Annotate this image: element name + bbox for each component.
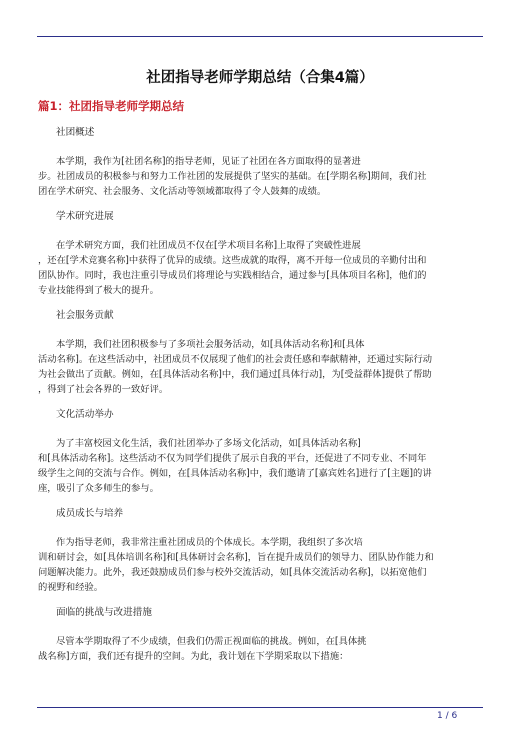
- section-heading: 社会服务贡献: [56, 310, 114, 321]
- paragraph-line: 的视野和经验。: [38, 582, 104, 593]
- paragraph-line: 本学期，我们社团积极参与了多项社会服务活动，如[具体活动名称]和[具体: [56, 339, 365, 350]
- paragraph-line: 步。社团成员的积极参与和努力工作社团的发展提供了坚实的基础。在[学期名称]期间，我们社: [38, 171, 427, 182]
- paragraph-line: 为社会做出了贡献。例如，在[具体活动名称]中，我们通过[具体行动]，为[受益群体]提供了帮助: [38, 369, 432, 380]
- paragraph-line: 团在学术研究、社会服务、文化活动等领域都取得了令人鼓舞的成绩。: [38, 186, 327, 197]
- paragraph-line: 为了丰富校园文化生活，我们社团举办了多场文化活动，如[具体活动名称]: [56, 438, 361, 449]
- document-body: [38, 127, 484, 676]
- footer-rule: [37, 707, 483, 708]
- paragraph: [38, 238, 484, 298]
- paragraph-line: ，得到了社会各界的一致好评。: [38, 384, 169, 395]
- paragraph: [38, 436, 484, 496]
- section-title: 篇1：社团指导老师学期总结: [38, 99, 185, 113]
- paragraph-line: 训和研讨会，如[具体培训名称]和[具体研讨会名称]，旨在提升成员们的领导力、团队协作能力和: [38, 552, 434, 563]
- paragraph-line: 问题解决能力。此外，我还鼓励成员们参与校外交流活动，如[具体交流活动名称]，以拓宽他们: [38, 567, 427, 578]
- paragraph-line: 活动名称]。在这些活动中，社团成员不仅展现了他们的社会责任感和奉献精神，还通过实际行动: [38, 354, 433, 365]
- paragraph-line: 尽管本学期取得了不少成绩，但我们仍需正视面临的挑战。例如，在[具体挑: [56, 636, 367, 647]
- paragraph-line: 座，吸引了众多师生的参与。: [38, 483, 159, 494]
- paragraph-line: 专业技能得到了极大的提升。: [38, 285, 159, 296]
- paragraph-line: 作为指导老师，我非常注重社团成员的个体成长。本学期，我组织了多次培: [56, 537, 363, 548]
- paragraph-line: 团队协作。同时，我也注重引导成员们将理论与实践相结合，通过参与[具体项目名称]，他们的: [38, 270, 427, 281]
- section-heading: 文化活动举办: [56, 409, 114, 420]
- paragraph: [38, 337, 484, 397]
- paragraph: [38, 634, 484, 664]
- paragraph-line: 在学术研究方面，我们社团成员不仅在[学术项目名称]上取得了突破性进展: [56, 240, 361, 251]
- paragraph-line: 级学生之间的交流与合作。例如，在[具体活动名称]中，我们邀请了[嘉宾姓名]进行了[主题]的讲: [38, 468, 432, 479]
- paragraph-line: ，还在[学术竞赛名称]中获得了优异的成绩。这些成就的取得，离不开每一位成员的辛勤付出和: [38, 255, 427, 266]
- paragraph: [38, 154, 484, 199]
- paragraph-line: 战名称]方面，我们还有提升的空间。为此，我计划在下学期采取以下措施：: [38, 651, 349, 662]
- document-title: 社团指导老师学期总结（合集4篇）: [146, 70, 374, 86]
- paragraph-line: 和[具体活动名称]。这些活动不仅为同学们提供了展示自我的平台，还促进了不同专业、不同年: [38, 453, 427, 464]
- section-heading: 成员成长与培养: [56, 508, 124, 519]
- page-number: 1 / 6: [437, 711, 458, 721]
- header-rule: [37, 36, 483, 37]
- section-heading: 社团概述: [56, 127, 95, 138]
- paragraph: [38, 535, 484, 595]
- section-heading: 面临的挑战与改进措施: [56, 607, 152, 618]
- paragraph-line: 本学期，我作为[社团名称]的指导老师，见证了社团在各方面取得的显著进: [56, 156, 361, 167]
- section-heading: 学术研究进展: [56, 211, 114, 222]
